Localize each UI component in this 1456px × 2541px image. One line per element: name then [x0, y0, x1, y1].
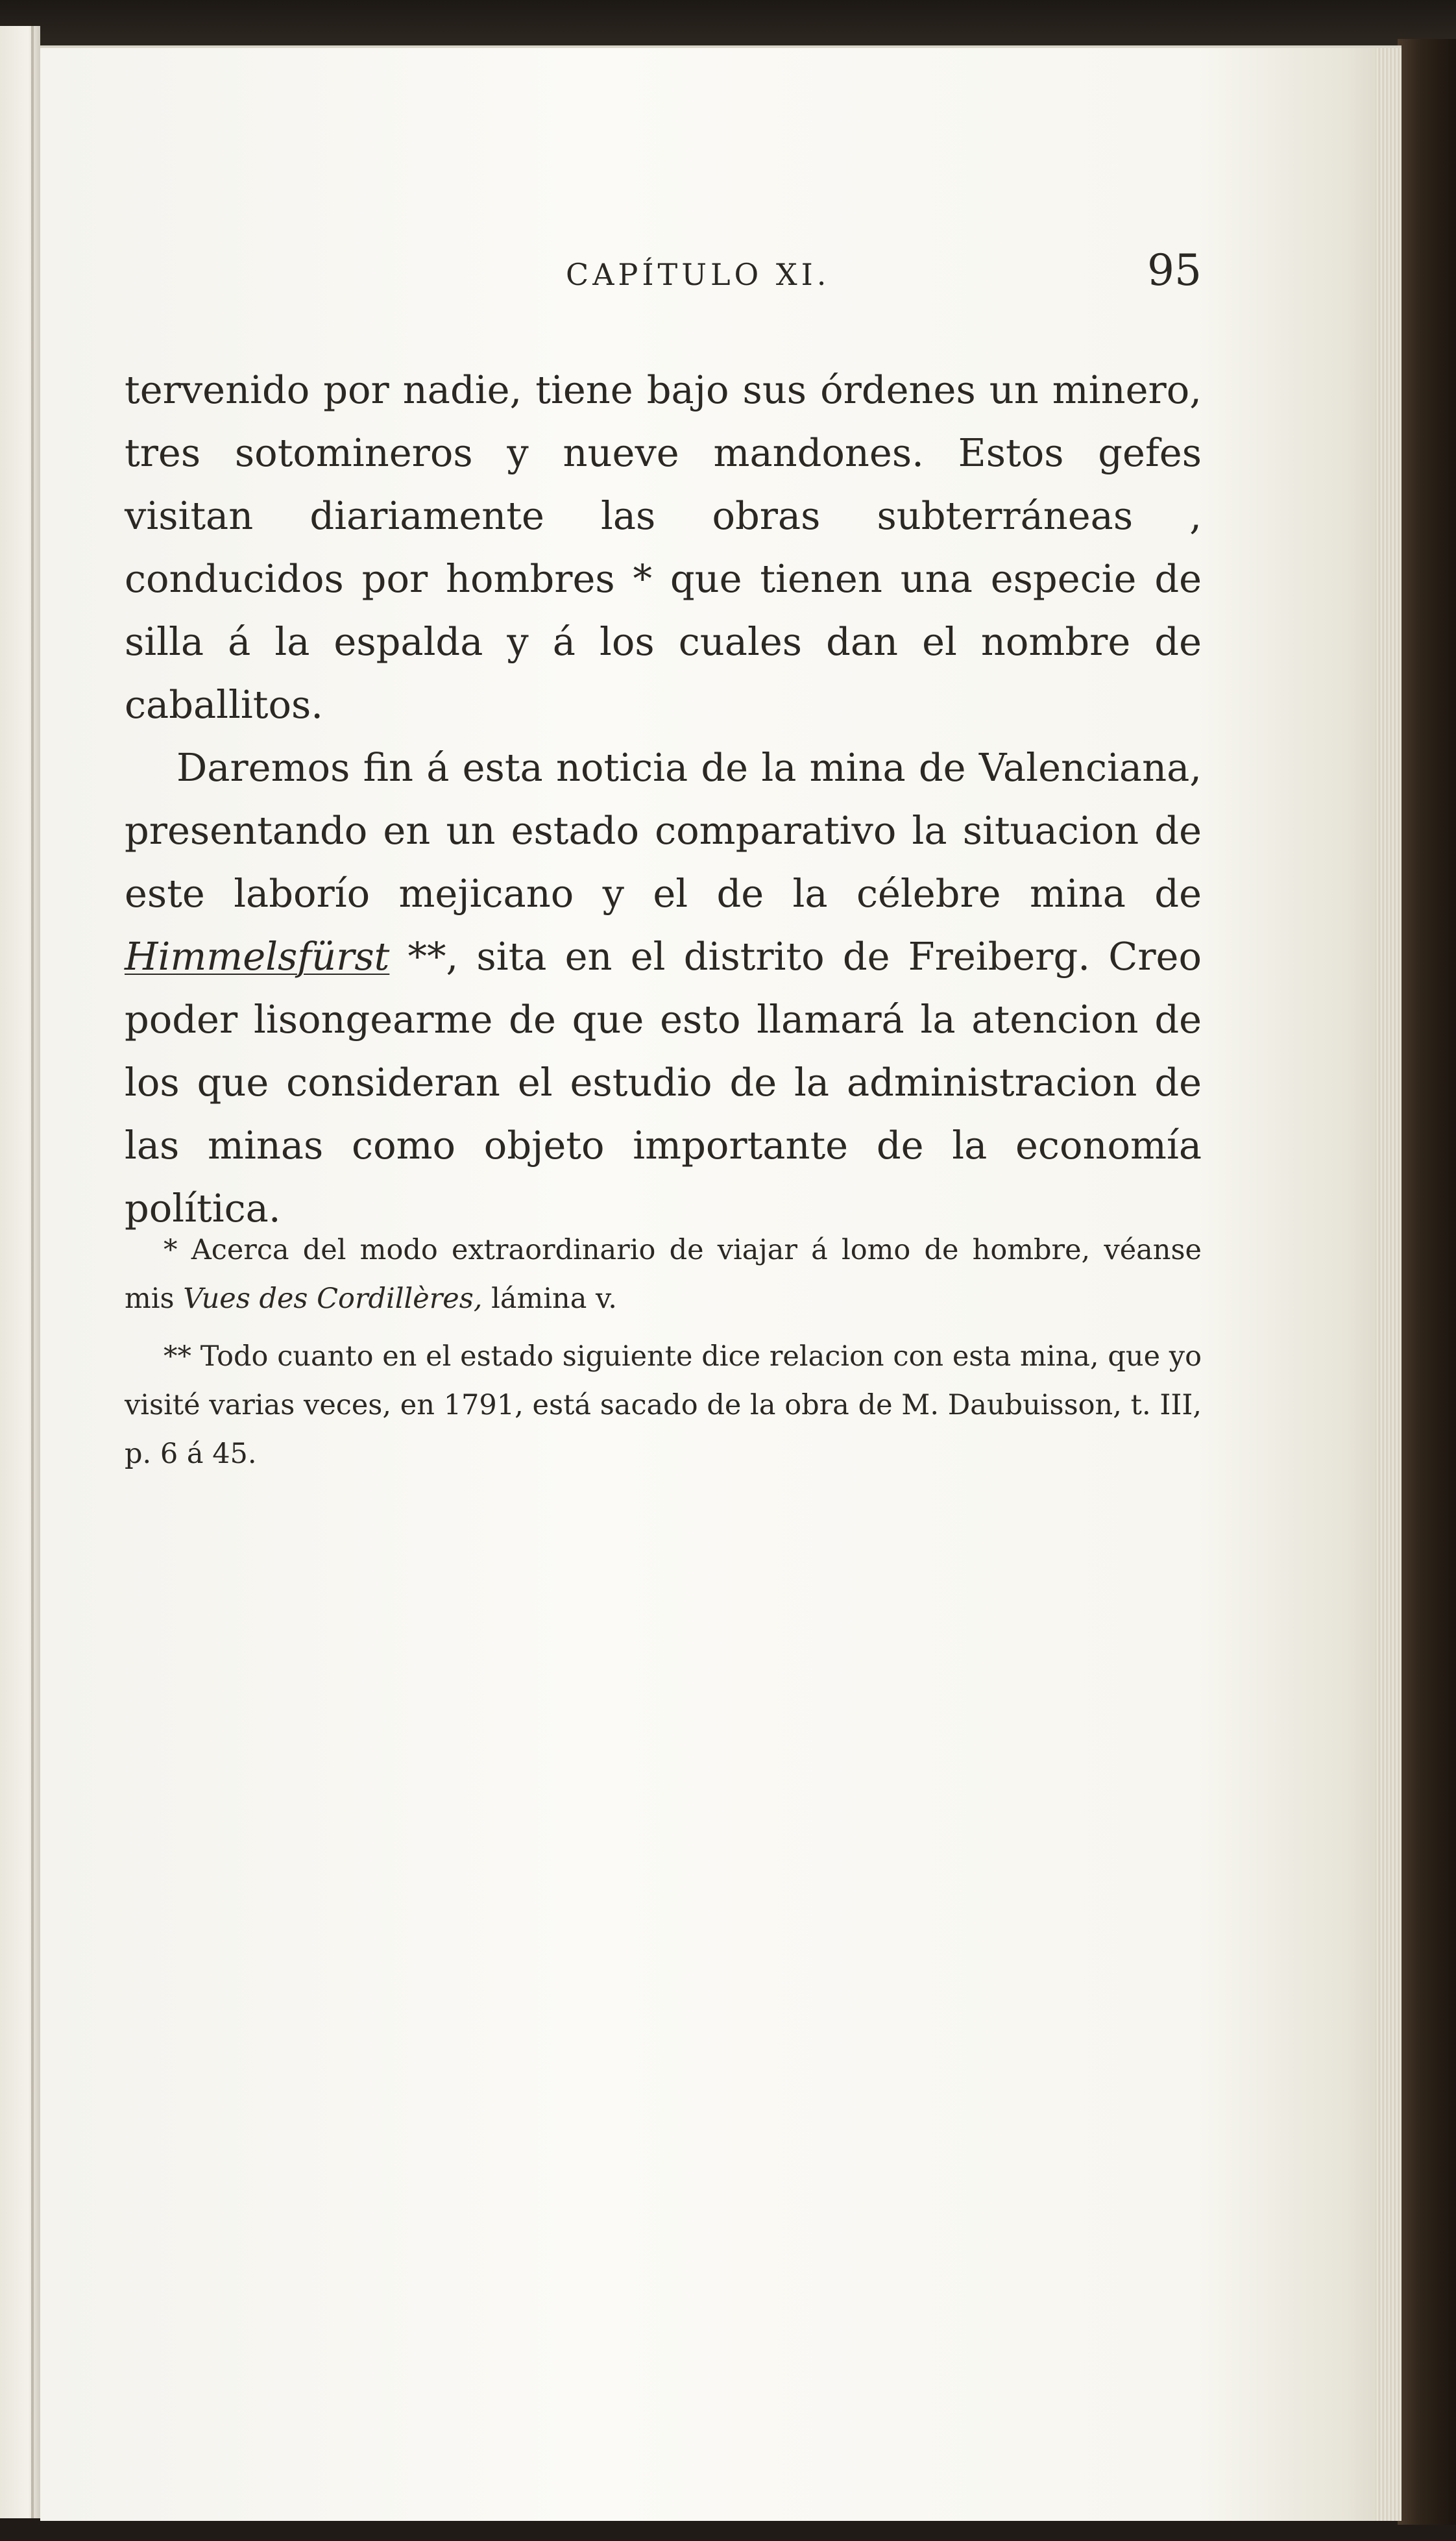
book-cover-edge: [1398, 39, 1456, 2525]
paragraph-2-start: Daremos fin á esta noticia de la mina de Valenciana, presentando en un estado comparativo la situacion de este laborío mejicano y el de la célebre mina de: [125, 745, 1202, 916]
footnote-1-italic: Vues des Cordillères,: [183, 1283, 483, 1315]
book-page: [40, 45, 1401, 2521]
gutter-line: [31, 26, 34, 2518]
footnote-1-end: lámina v.: [482, 1283, 617, 1315]
page-edge-stack: [1376, 48, 1401, 2521]
chapter-title: CAPÍTULO XI.: [566, 257, 831, 292]
footnote-2: ** Todo cuanto en el estado siguiente dice relacion con esta mina, que yo visité varias veces, en 1791, está sacado de la obra de M. Daubuisson, t. III, p. 6 á 45.: [125, 1340, 1202, 1470]
paragraph-1: tervenido por nadie, tiene bajo sus órdenes un minero, tres sotomineros y nueve mandones. Estos gefes visitan diariamente las obras subterráneas , conducidos por hombres * que tienen una especie de silla á la espalda y á los cuales dan el nombre de caballitos.: [125, 367, 1202, 727]
body-text: [125, 358, 1202, 1240]
footnote-1-start: * Acerca del modo extraordinario de viajar á lomo de hombre, véanse mis: [125, 1234, 1202, 1315]
footnotes: [125, 1226, 1202, 1488]
running-head: [125, 243, 1202, 295]
paragraph-2-end: **, sita en el distrito de Freiberg. Creo poder lisongearme de que esto llamará la atencion de los que consideran el estudio de la administracion de las minas como objeto importante de la economía política.: [125, 934, 1202, 1231]
paragraph-2: [125, 736, 1202, 1240]
mine-name-italic: Himmelsfürst: [125, 934, 390, 979]
page-number: 95: [1147, 245, 1202, 295]
footnote-1: [125, 1226, 1202, 1323]
previous-page-edge: [0, 26, 40, 2518]
